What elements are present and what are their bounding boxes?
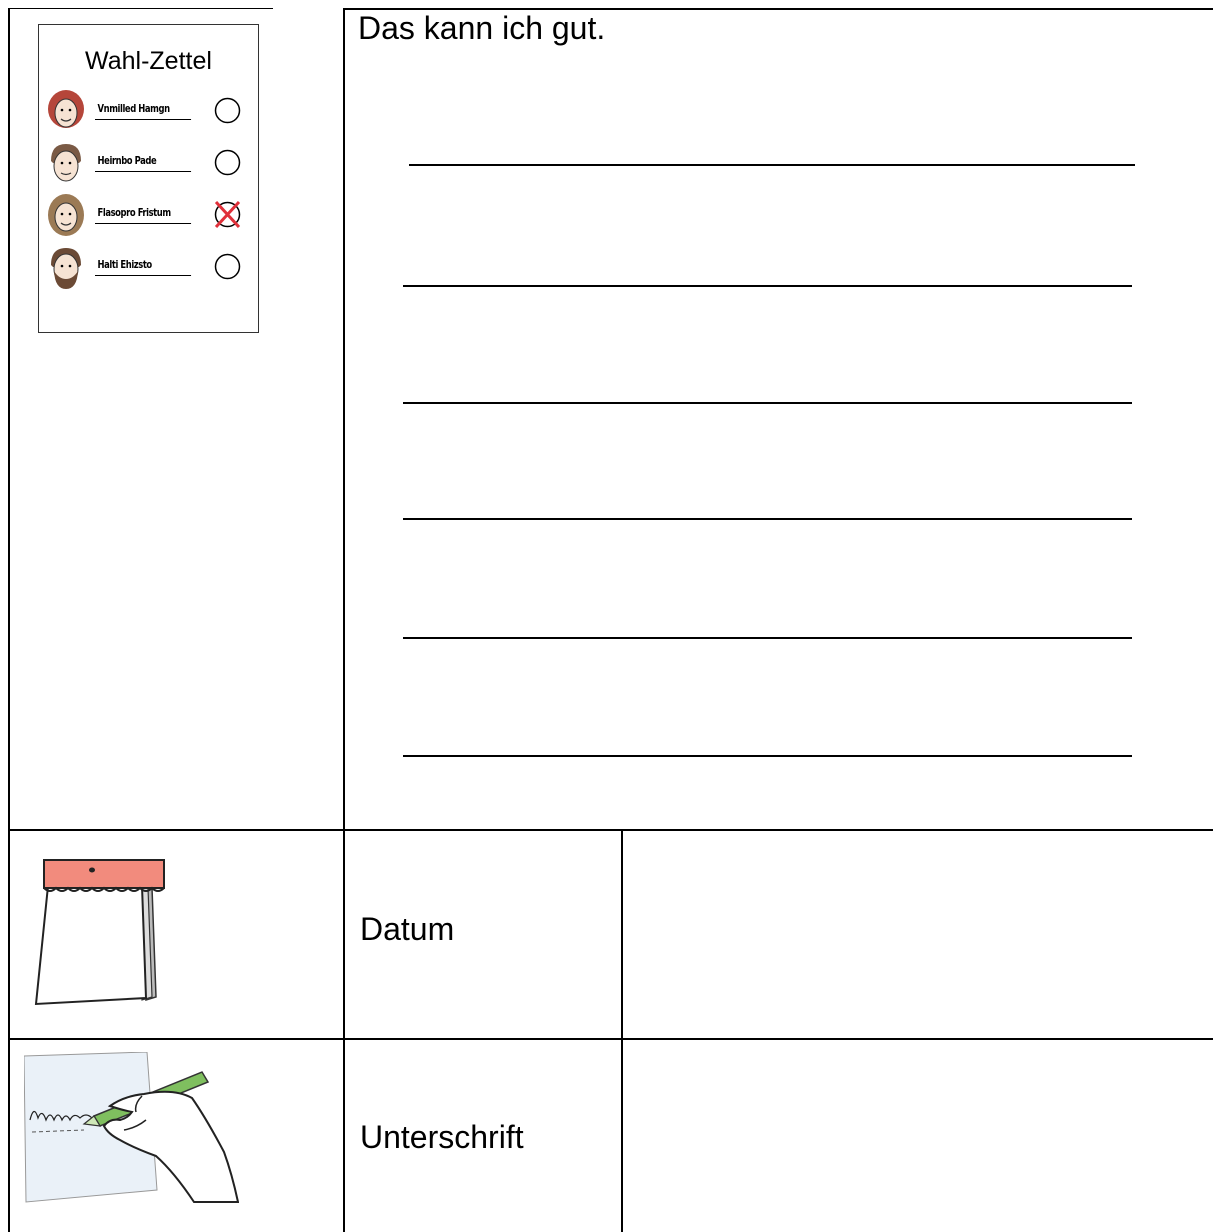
writing-line[interactable] [403, 285, 1132, 287]
ballot-title: Wahl-Zettel [85, 47, 212, 75]
woman-face-icon [47, 89, 85, 135]
ballot-row [39, 141, 260, 191]
ballot-row [39, 89, 260, 139]
vote-circle [214, 253, 241, 280]
vote-circle [214, 149, 241, 176]
writing-line[interactable] [403, 402, 1132, 404]
main-heading: Das kann ich gut. [358, 10, 606, 46]
vote-circle [214, 97, 241, 124]
candidate-name: Halti Ehizsto [95, 255, 191, 276]
writing-line[interactable] [403, 518, 1132, 520]
candidate-name: Heirnbo Pade [95, 151, 191, 172]
vote-cross-icon [214, 201, 241, 228]
ballot-image [38, 24, 259, 333]
writing-line[interactable] [403, 637, 1132, 639]
date-label: Datum [360, 911, 455, 947]
signature-hand-icon [24, 1052, 239, 1207]
date-field[interactable] [623, 831, 1213, 1038]
ballot-row [39, 245, 260, 295]
column-divider [343, 8, 345, 1232]
woman-face-icon [47, 193, 85, 239]
signature-field[interactable] [623, 1040, 1213, 1232]
writing-line[interactable] [409, 164, 1135, 166]
man-face-icon [47, 141, 85, 187]
calendar-icon [34, 852, 169, 1007]
bearded-man-face-icon [47, 245, 85, 291]
writing-line[interactable] [403, 755, 1132, 757]
candidate-name: Vnmilled Hamgn [95, 99, 191, 120]
candidate-name: Flasopro Fristum [95, 203, 191, 224]
left-border [8, 8, 10, 1232]
signature-label: Unterschrift [360, 1119, 524, 1155]
ballot-row [39, 193, 260, 243]
top-border-left [8, 8, 273, 9]
